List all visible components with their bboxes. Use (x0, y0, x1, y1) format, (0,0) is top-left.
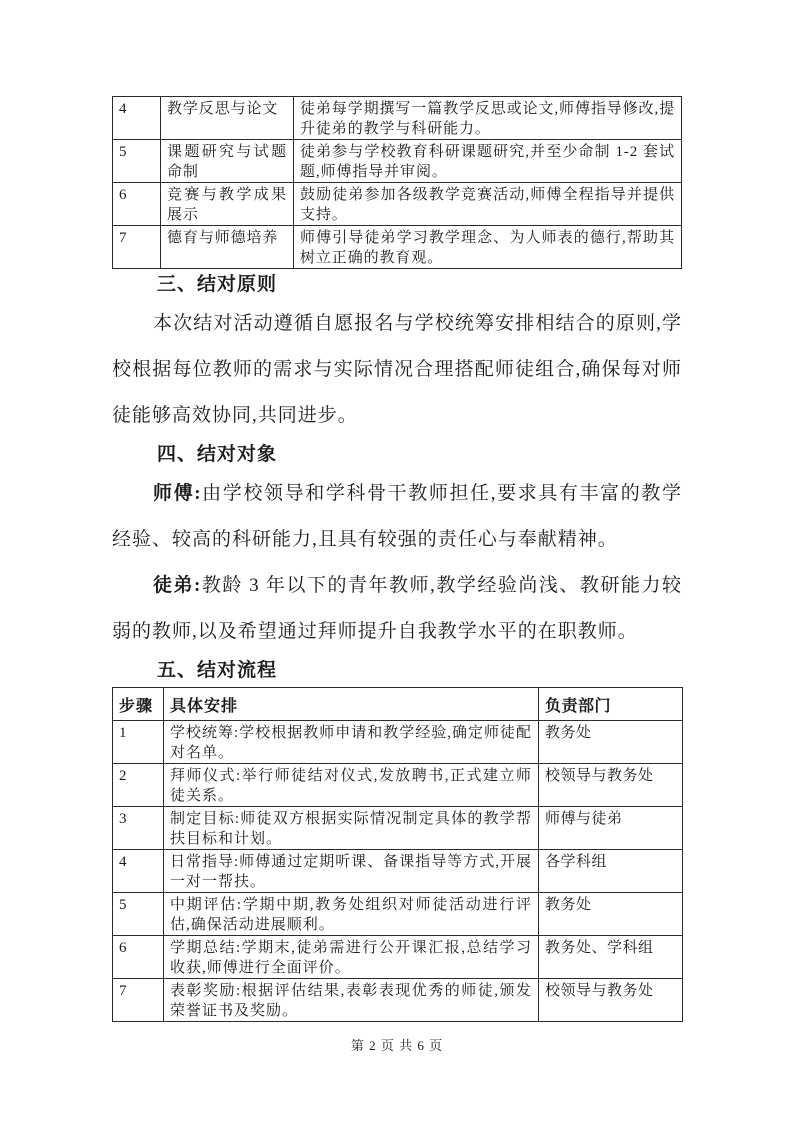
skill-number-cell: 6 (113, 183, 161, 226)
table-row (113, 183, 682, 226)
table-row (113, 979, 683, 1022)
apprentice-paragraph (112, 563, 682, 655)
skill-desc-cell: 师傅引导徒弟学习教学理念、为人师表的德行,帮助其树立正确的教育观。 (294, 226, 682, 269)
header-department: 负责部门 (539, 688, 683, 721)
section-heading-process: 五、结对流程 (157, 660, 278, 681)
skill-desc-cell: 徒弟参与学校教育科研课题研究,并至少命制 1-2 套试题,师傅指导并审阅。 (294, 140, 682, 183)
section-heading-principles: 三、结对原则 (157, 274, 278, 295)
arrangement-cell: 拜师仪式:举行师徒结对仪式,发放聘书,正式建立师徒关系。 (164, 764, 539, 807)
department-cell: 校领导与教务处 (539, 979, 683, 1022)
skill-item-cell: 课题研究与试题命制 (161, 140, 294, 183)
skill-item-cell: 德育与师德培养 (161, 226, 294, 269)
skill-item-cell: 竞赛与教学成果展示 (161, 183, 294, 226)
skills-table (112, 96, 682, 269)
arrangement-cell: 表彰奖励:根据评估结果,表彰表现优秀的师徒,颁发荣誉证书及奖励。 (164, 979, 539, 1022)
principles-paragraph: 本次结对活动遵循自愿报名与学校统筹安排相结合的原则,学校根据每位教师的需求与实际情况合理搭配师徒组合,确保每对师徒能够高效协同,共同进步。 (112, 313, 682, 426)
table-row (113, 893, 683, 936)
header-step: 步骤 (113, 688, 164, 721)
arrangement-cell: 中期评估:学期中期,教务处组织对师徒活动进行评估,确保活动进展顺利。 (164, 893, 539, 936)
step-number-cell: 6 (113, 936, 164, 979)
skill-item-cell: 教学反思与论文 (161, 97, 294, 140)
skill-desc-cell: 鼓励徒弟参加各级教学竞赛活动,师傅全程指导并提供支持。 (294, 183, 682, 226)
page-number-indicator: 第 2 页 共 6 页 (350, 1038, 444, 1053)
step-number-cell: 7 (113, 979, 164, 1022)
table-row (113, 721, 683, 764)
master-paragraph (112, 471, 682, 563)
master-label: 师傅: (153, 483, 202, 504)
department-cell: 教务处 (539, 893, 683, 936)
header-arrangement: 具体安排 (164, 688, 539, 721)
table-row (113, 764, 683, 807)
arrangement-cell: 学期总结:学期末,徒弟需进行公开课汇报,总结学习收获,师傅进行全面评价。 (164, 936, 539, 979)
table-row (113, 140, 682, 183)
apprentice-label: 徒弟: (153, 575, 202, 596)
step-number-cell: 5 (113, 893, 164, 936)
arrangement-cell: 学校统筹:学校根据教师申请和教学经验,确定师徒配对名单。 (164, 721, 539, 764)
step-number-cell: 3 (113, 807, 164, 850)
process-table (112, 687, 683, 1022)
step-number-cell: 1 (113, 721, 164, 764)
section-heading-targets: 四、结对对象 (157, 444, 278, 465)
step-number-cell: 2 (113, 764, 164, 807)
table-row (113, 226, 682, 269)
master-text: 由学校领导和学科骨干教师担任,要求具有丰富的教学经验、较高的科研能力,且具有较强的责任心与奉献精神。 (112, 483, 682, 550)
table-header-row (113, 688, 683, 721)
table-row (113, 97, 682, 140)
skill-number-cell: 7 (113, 226, 161, 269)
table-row (113, 936, 683, 979)
table-row (113, 807, 683, 850)
skill-desc-cell: 徒弟每学期撰写一篇教学反思或论文,师傅指导修改,提升徒弟的教学与科研能力。 (294, 97, 682, 140)
step-number-cell: 4 (113, 850, 164, 893)
arrangement-cell: 日常指导:师傅通过定期听课、备课指导等方式,开展一对一帮扶。 (164, 850, 539, 893)
department-cell: 校领导与教务处 (539, 764, 683, 807)
department-cell: 各学科组 (539, 850, 683, 893)
arrangement-cell: 制定目标:师徒双方根据实际情况制定具体的教学帮扶目标和计划。 (164, 807, 539, 850)
department-cell: 师傅与徒弟 (539, 807, 683, 850)
skill-number-cell: 5 (113, 140, 161, 183)
table-row (113, 850, 683, 893)
apprentice-text: 教龄 3 年以下的青年教师,教学经验尚浅、教研能力较弱的教师,以及希望通过拜师提升自我教学水平的在职教师。 (112, 575, 682, 642)
department-cell: 教务处、学科组 (539, 936, 683, 979)
skill-number-cell: 4 (113, 97, 161, 140)
department-cell: 教务处 (539, 721, 683, 764)
